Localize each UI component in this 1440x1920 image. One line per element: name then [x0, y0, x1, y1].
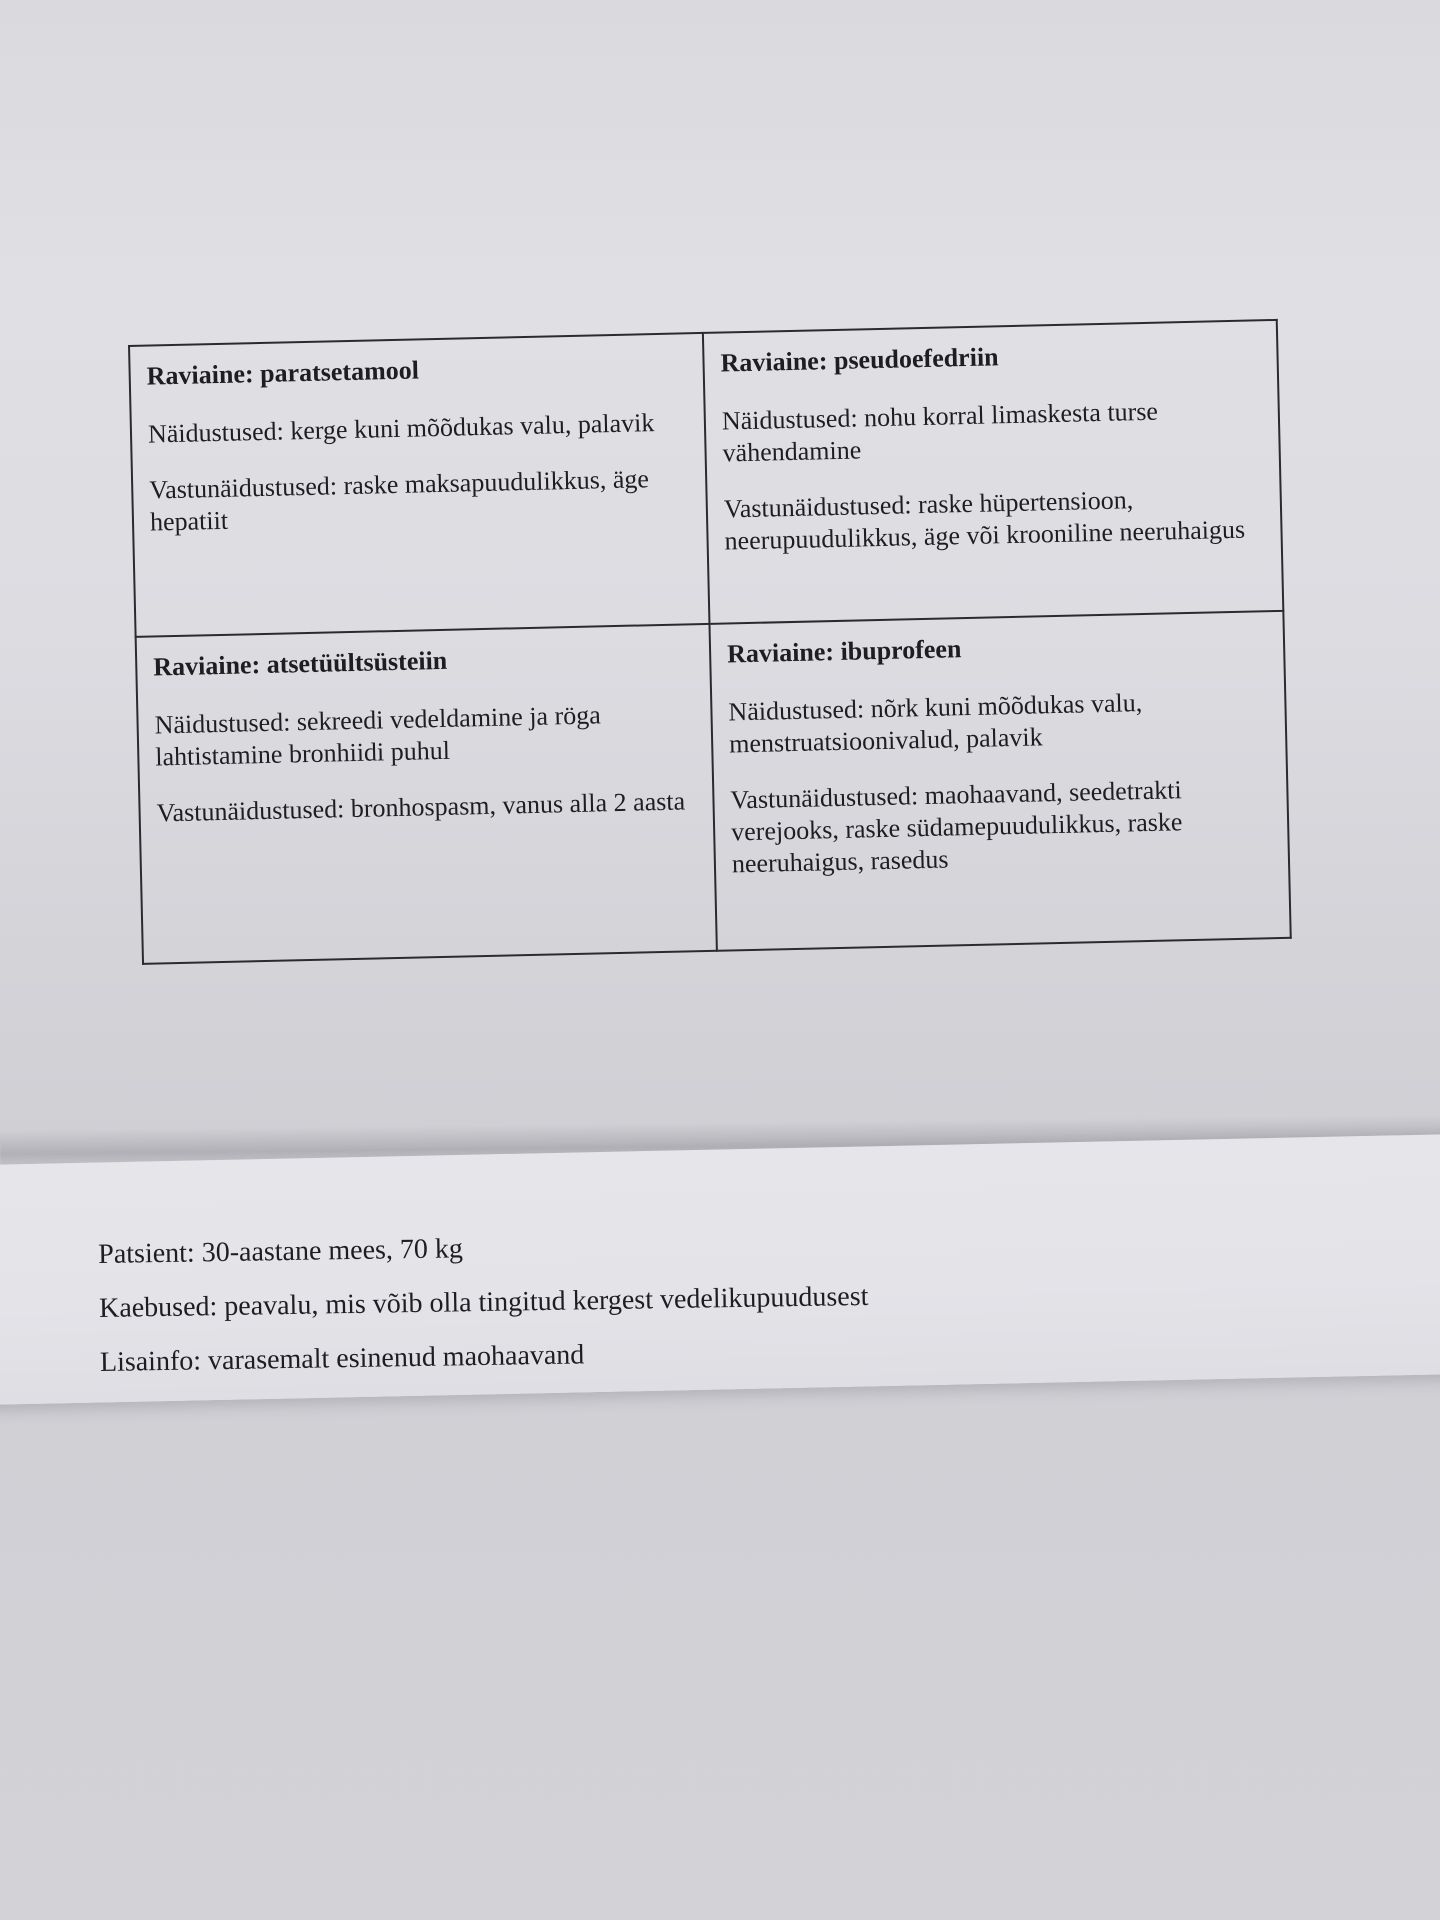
complaints-line: Kaebused: peavalu, mis võib olla tingitud kergest vedelikupuudusest [98, 1280, 869, 1324]
drug-title: Raviaine: ibuprofeen [726, 634, 962, 669]
drug-cell-ibuprofen [709, 611, 1290, 951]
drug-table [128, 319, 1292, 965]
drug-title: Raviaine: pseudoefedriin [720, 342, 999, 378]
extra-info-line: Lisainfo: varasemalt esinenud maohaavand [99, 1339, 585, 1378]
drug-title: Raviaine: atsetüültsüsteiin [152, 645, 448, 682]
drug-table-container [128, 319, 1292, 965]
drug-indications: Näidustused: kerge kuni mõõdukas valu, palavik [147, 408, 655, 449]
drug-contraindications: Vastunäidustused: raske hüpertensioon, neerupuudulikkus, äge või krooniline neeruhaigus [723, 485, 1246, 556]
drug-indications: Näidustused: nohu korral limaskesta turse vähendamine [721, 396, 1159, 468]
drug-contraindications: Vastunäidustused: maohaavand, seedetrakti verejooks, raske südamepuudulikkus, raske neeruhaigus, rasedus [730, 775, 1183, 879]
patient-info [98, 1219, 1300, 1400]
drug-title: Raviaine: paratsetamool [146, 355, 420, 391]
drug-indications: Näidustused: sekreedi vedeldamine ja röga lahtistamine bronhiidi puhul [154, 700, 602, 772]
patient-line: Patsient: 30-aastane mees, 70 kg [98, 1233, 464, 1270]
drug-table-row [129, 320, 1283, 637]
drug-cell-pseudoephedrine [703, 320, 1283, 624]
drug-contraindications: Vastunäidustused: bronhospasm, vanus alla 2 aasta [156, 786, 686, 828]
drug-cell-paracetamol [129, 333, 709, 637]
drug-contraindications: Vastunäidustused: raske maksapuudulikkus, äge hepatiit [148, 464, 650, 537]
drug-cell-acetylcysteine [136, 624, 717, 964]
drug-table-row [136, 611, 1291, 964]
drug-indications: Näidustused: nõrk kuni mõõdukas valu, menstruatsioonivalud, palavik [728, 688, 1143, 759]
